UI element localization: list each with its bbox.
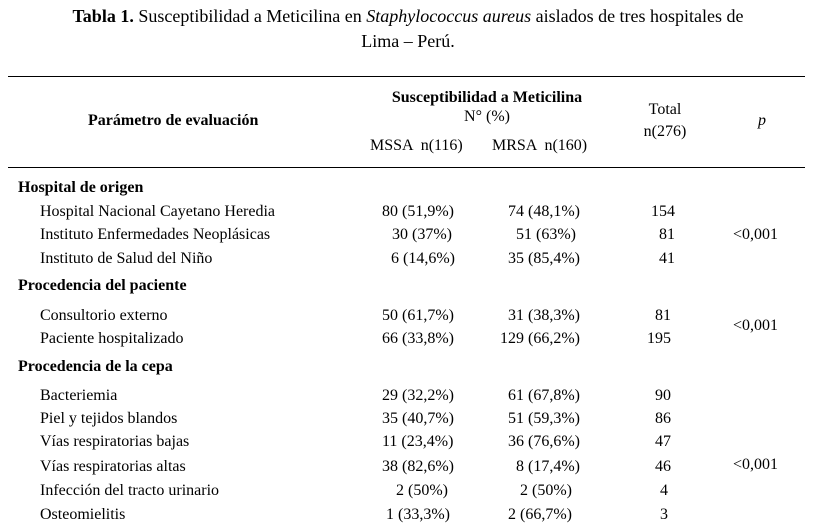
section-title: Procedencia de la cepa [18,358,173,375]
header-group: Susceptibilidad a Meticilina [391,89,583,106]
row-total: 86 [655,410,671,427]
row-label: Osteomielitis [40,506,126,523]
row-mssa: 29 (32,2%) [382,387,454,404]
row-mrsa: 35 (85,4%) [508,250,580,267]
header-total-n: n(276) [643,123,687,140]
header-unit: N° (%) [464,108,510,125]
row-label: Instituto de Salud del Niño [40,250,213,267]
row-total: 47 [655,433,671,450]
row-mssa: 35 (40,7%) [382,410,454,427]
row-total: 3 [660,506,668,523]
caption-text-before: Susceptibilidad a Meticilina en [133,6,367,26]
row-mrsa: 129 (66,2%) [500,330,580,347]
header-total: Total [648,101,682,118]
row-mrsa: 8 (17,4%) [516,458,580,475]
caption-text-after: aislados de tres hospitales de [531,6,744,26]
header-p: p [758,112,766,129]
header-mrsa: MRSA n(160) [492,137,588,154]
row-mssa: 38 (82,6%) [382,458,454,475]
row-label: Vías respiratorias altas [40,458,186,475]
row-mrsa: 61 (67,8%) [508,387,580,404]
row-label: Bacteriemia [40,387,118,404]
row-mssa: 6 (14,6%) [391,250,455,267]
row-label: Vías respiratorias bajas [40,433,190,450]
p-value: <0,001 [733,317,779,334]
row-label: Instituto Enfermedades Neoplásicas [40,226,271,243]
row-mssa: 80 (51,9%) [382,203,454,220]
row-mssa: 11 (23,4%) [382,433,454,450]
section-title: Procedencia del paciente [18,277,187,294]
row-mrsa: 36 (76,6%) [508,433,580,450]
row-total: 46 [655,458,671,475]
row-total: 81 [659,226,675,243]
caption-line2: Lima – Perú. [361,31,455,51]
row-mssa: 30 (37%) [392,226,452,243]
p-value: <0,001 [733,456,779,473]
row-mssa: 50 (61,7%) [382,307,454,324]
top-rule [8,76,805,77]
header-mssa: MSSA n(116) [370,137,463,154]
row-total: 90 [655,387,671,404]
row-total: 41 [659,250,675,267]
row-mrsa: 2 (50%) [520,482,572,499]
table-caption [10,4,806,54]
row-total: 4 [660,482,668,499]
p-value: <0,001 [733,226,779,243]
row-mrsa: 51 (59,3%) [508,410,580,427]
row-mrsa: 31 (38,3%) [508,307,580,324]
caption-label: Tabla 1. [72,6,134,26]
row-mssa: 66 (33,8%) [382,330,454,347]
header-parameter: Parámetro de evaluación [88,112,259,129]
row-mrsa: 2 (66,7%) [508,506,572,523]
caption-species: Staphylococcus aureus [366,6,532,26]
row-mssa: 2 (50%) [396,482,448,499]
row-label: Consultorio externo [40,307,168,324]
row-total: 81 [655,307,671,324]
row-label: Piel y tejidos blandos [40,410,178,427]
row-total: 195 [647,330,671,347]
row-label: Paciente hospitalizado [40,330,184,347]
row-label: Infección del tracto urinario [40,482,220,499]
row-label: Hospital Nacional Cayetano Heredia [40,203,276,220]
section-title: Hospital de origen [18,179,144,196]
row-mrsa: 74 (48,1%) [508,203,580,220]
row-mrsa: 51 (63%) [516,226,576,243]
row-total: 154 [651,203,675,220]
header-rule [8,167,805,168]
row-mssa: 1 (33,3%) [386,506,450,523]
